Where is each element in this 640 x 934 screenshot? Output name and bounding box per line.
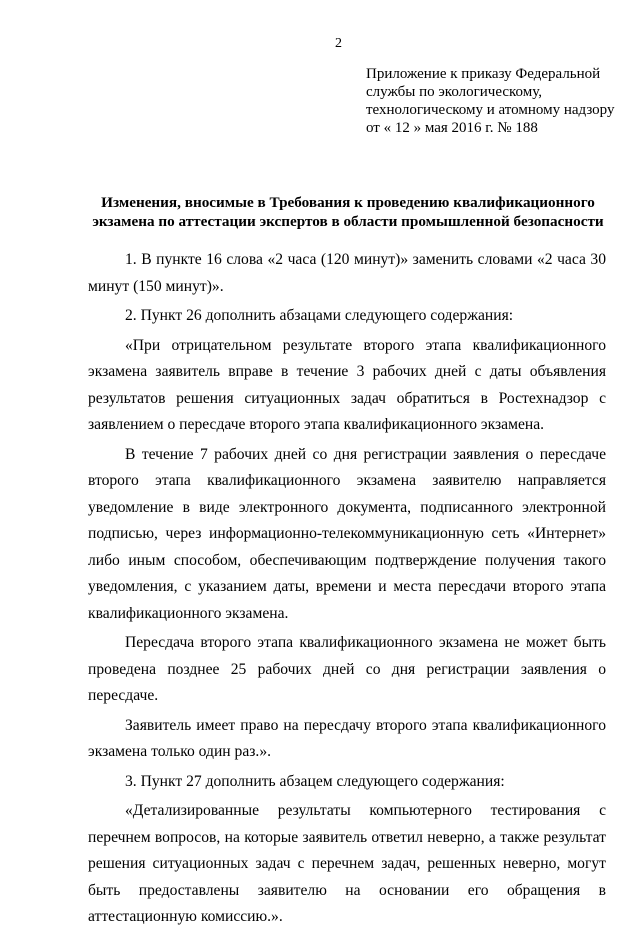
appendix-header [366, 65, 632, 137]
appendix-line: от « 12 » мая 2016 г. № 188 [366, 120, 538, 136]
paragraph: «При отрицательном результате второго этапа квалификационного экзамена заявитель вправе в течение 3 рабочих дней с даты объявления результатов решения ситуационных задач обратиться в Ростехнадзор с заявлением о пересдаче второго этапа квалификационного экзамена. [88, 336, 606, 433]
title-line: экзамена по аттестации экспертов в области промышленной безопасности [92, 213, 604, 230]
document-body [88, 247, 606, 934]
title-line: Изменения, вносимые в Требования к проведению квалификационного [101, 194, 595, 211]
appendix-line: технологическому и атомному надзору [366, 102, 615, 118]
page-number: 2 [335, 36, 342, 51]
document-title [78, 193, 618, 231]
appendix-line: Приложение к приказу Федеральной [366, 66, 601, 82]
paragraph: 1. В пункте 16 слова «2 часа (120 минут)» заменить словами «2 часа 30 минут (150 минут)». [88, 251, 606, 295]
appendix-line: службы по экологическому, [366, 84, 542, 100]
paragraph: Заявитель имеет право на пересдачу второго этапа квалификационного экзамена только один раз.». [88, 716, 606, 760]
paragraph: «Детализированные результаты компьютерного тестирования с перечнем вопросов, на которые заявитель ответил неверно, а также результат решения ситуационных задач с перечнем задач, решенных неверно, могут быть предоставлены заявителю на основании его обращения в аттестационную комиссию.». [88, 802, 606, 925]
paragraph: Пересдача второго этапа квалификационного экзамена не может быть проведена позднее 25 рабочих дней со дня регистрации заявления о пересдаче. [88, 634, 606, 704]
paragraph: 2. Пункт 26 дополнить абзацами следующего содержания: [125, 307, 514, 324]
paragraph: В течение 7 рабочих дней со дня регистрации заявления о пересдаче второго этапа квалификационного экзамена заявителю направляется уведомление в виде электронного документа, подписанного электронной подписью, через информационно-телекоммуникационную сеть «Интернет» либо иным способом, обеспечивающим подтверждение получения такого уведомления, с указанием даты, времени и места пересдачи второго этапа квалификационного экзамена. [88, 445, 606, 622]
paragraph: 3. Пункт 27 дополнить абзацем следующего содержания: [125, 772, 505, 790]
